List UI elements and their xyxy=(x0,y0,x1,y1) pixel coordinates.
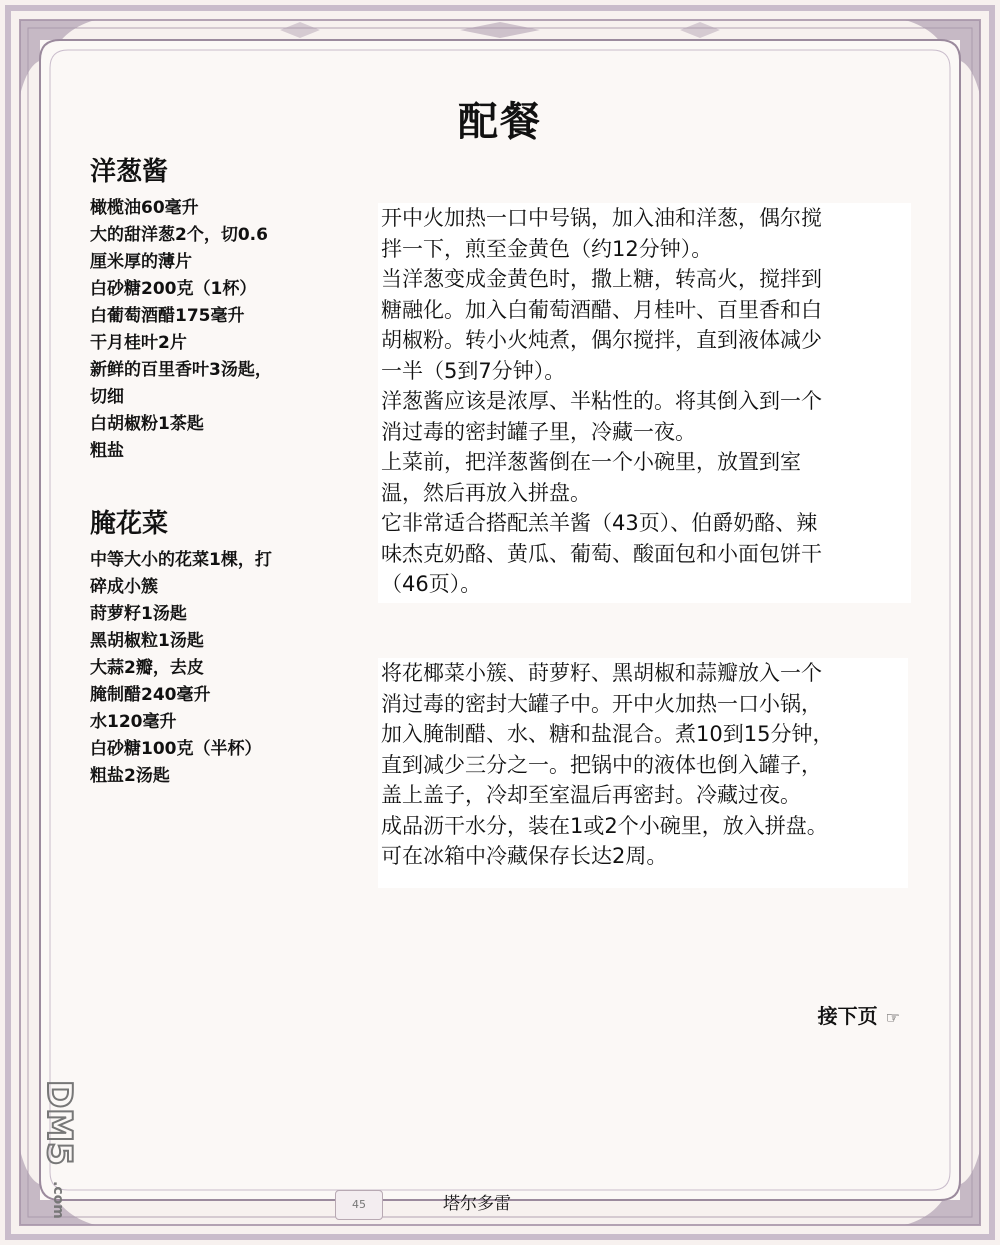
instruction-line: 可在冰箱中冷藏保存长达2周。 xyxy=(381,844,668,868)
ingredient-line: 黑胡椒粒1汤匙 xyxy=(90,631,204,651)
instruction-line: 直到减少三分之一。把锅中的液体也倒入罐子， xyxy=(381,752,822,777)
ingredient-line: 大蒜2瓣，去皮 xyxy=(90,658,204,678)
onion-jam-ingredients xyxy=(90,155,340,465)
instruction-line: 盖上盖子，冷却至室温后再密封。冷藏过夜。 xyxy=(381,783,801,807)
instruction-line: 拌一下，煎至金黄色（约12分钟）。 xyxy=(381,236,713,261)
ingredient-line: 莳萝籽1汤匙 xyxy=(90,604,187,624)
next-page-indicator xyxy=(818,1000,900,1029)
pickled-cauliflower-instructions xyxy=(378,658,908,888)
ingredient-line: 厘米厚的薄片 xyxy=(90,252,192,272)
ingredient-list xyxy=(90,547,340,790)
ingredient-line: 粗盐 xyxy=(90,441,124,461)
instruction-line: 当洋葱变成金黄色时，撒上糖，转高火，搅拌到 xyxy=(381,267,822,291)
ingredient-line: 中等大小的花菜1棵，打 xyxy=(90,550,272,570)
instruction-line: 温，然后再放入拼盘。 xyxy=(381,480,591,505)
instruction-line: 它非常适合搭配羔羊酱（43页）、伯爵奶酪、辣 xyxy=(381,511,818,535)
onion-jam-instructions xyxy=(378,203,911,603)
instruction-line: 消过毒的密封罐子里，冷藏一夜。 xyxy=(381,419,696,444)
book-title: 塔尔多雷 xyxy=(443,1194,511,1214)
instruction-line: 上菜前，把洋葱酱倒在一个小碗里，放置到室 xyxy=(381,450,801,474)
instruction-line: 胡椒粉。转小火炖煮，偶尔搅拌，直到液体减少 xyxy=(381,328,822,352)
ingredient-list xyxy=(90,195,340,465)
pickled-cauliflower-ingredients xyxy=(90,507,340,790)
instruction-line: 开中火加热一口中号锅，加入油和洋葱，偶尔搅 xyxy=(381,206,822,230)
page-title: 配餐 xyxy=(458,98,542,145)
instruction-line: 消过毒的密封大罐子中。开中火加热一口小锅， xyxy=(381,691,822,716)
ingredient-line: 腌制醋240毫升 xyxy=(90,685,211,705)
ingredient-line: 水120毫升 xyxy=(90,712,177,732)
instruction-line: （46页）。 xyxy=(381,572,482,596)
ingredient-line: 白葡萄酒醋175毫升 xyxy=(90,306,245,326)
pointing-hand-icon: ☞ xyxy=(885,1008,900,1027)
ingredients-column xyxy=(90,155,340,790)
instruction-line: 洋葱酱应该是浓厚、半粘性的。将其倒入到一个 xyxy=(381,389,822,413)
section-title: 洋葱酱 xyxy=(90,157,169,187)
ingredient-line: 大的甜洋葱2个，切0.6 xyxy=(90,225,268,245)
ingredient-line: 干月桂叶2片 xyxy=(90,333,187,353)
ingredient-line: 白砂糖100克（半杯） xyxy=(90,739,262,759)
instruction-line: 成品沥干水分，装在1或2个小碗里，放入拼盘。 xyxy=(381,813,828,838)
ingredient-line: 碎成小簇 xyxy=(90,577,158,597)
site-watermark-logo xyxy=(12,1080,79,1230)
ingredient-line: 橄榄油60毫升 xyxy=(90,198,199,218)
next-page-label: 接下页 xyxy=(817,1004,878,1028)
ingredient-line: 白胡椒粉1茶匙 xyxy=(90,414,204,434)
ingredient-line: 新鲜的百里香叶3汤匙， xyxy=(90,360,272,380)
instruction-line: 糖融化。加入白葡萄酒醋、月桂叶、百里香和白 xyxy=(381,297,822,322)
svg-text:.com: .com xyxy=(50,1181,66,1219)
instruction-line: 将花椰菜小簇、莳萝籽、黑胡椒和蒜瓣放入一个 xyxy=(381,661,822,685)
section-title: 腌花菜 xyxy=(90,509,169,539)
instruction-line: 一半（5到7分钟）。 xyxy=(381,358,566,383)
instruction-line: 加入腌制醋、水、糖和盐混合。煮10到15分钟， xyxy=(381,722,834,746)
ingredient-line: 白砂糖200克（1杯） xyxy=(90,279,257,299)
ingredient-line: 切细 xyxy=(90,387,124,407)
instruction-line: 味杰克奶酪、黄瓜、葡萄、酸面包和小面包饼干 xyxy=(381,541,822,566)
page-number: 45 xyxy=(335,1190,383,1220)
svg-text:DM5: DM5 xyxy=(39,1080,79,1166)
ingredient-line: 粗盐2汤匙 xyxy=(90,766,170,786)
